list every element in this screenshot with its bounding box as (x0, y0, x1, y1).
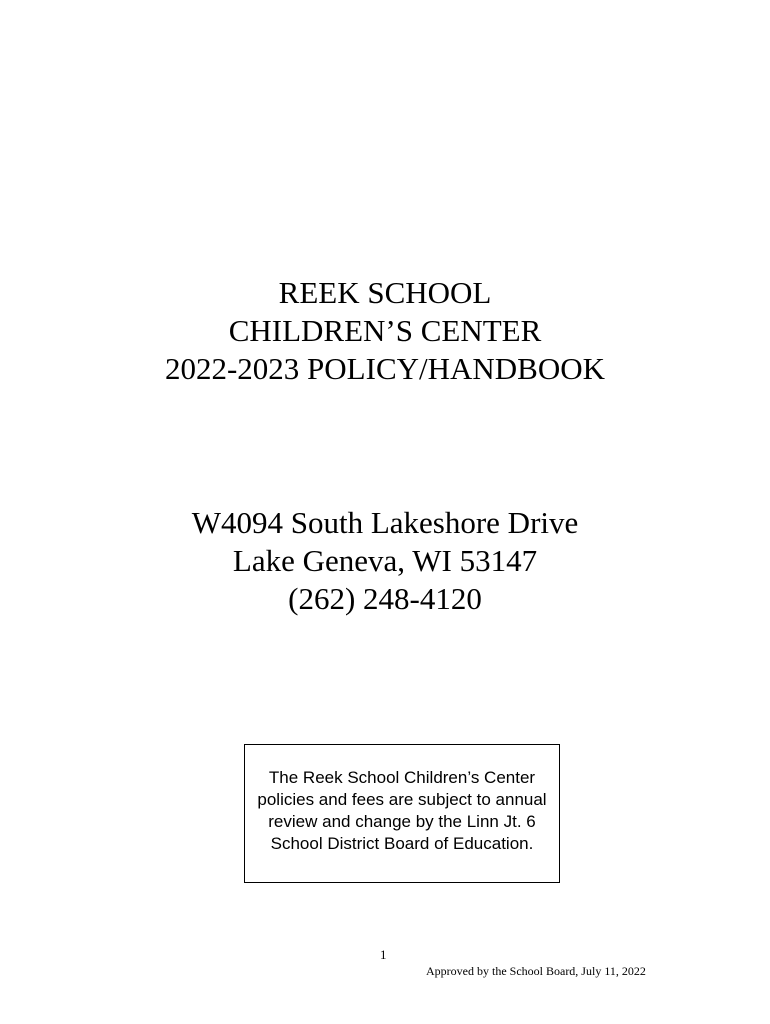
approval-note: Approved by the School Board, July 11, 2022 (426, 964, 646, 978)
city-state-zip: Lake Geneva, WI 53147 (232, 543, 538, 578)
notice-line: review and change by the Linn Jt. 6 (268, 811, 536, 831)
address-block (0, 504, 770, 618)
title-line-school: REEK SCHOOL (278, 275, 492, 310)
street-address: W4094 South Lakeshore Drive (191, 505, 579, 540)
title-line-handbook: 2022-2023 POLICY/HANDBOOK (164, 351, 606, 386)
title-line-center: CHILDREN’S CENTER (228, 313, 542, 348)
notice-line: The Reek School Children’s Center (268, 767, 536, 787)
policy-notice-box (244, 744, 560, 883)
document-title (0, 274, 770, 388)
policy-notice-text (257, 767, 546, 855)
phone-number: (262) 248-4120 (288, 581, 482, 616)
page-number: 1 (380, 947, 387, 962)
notice-line: policies and fees are subject to annual (257, 789, 547, 809)
notice-line: School District Board of Education. (270, 833, 534, 853)
